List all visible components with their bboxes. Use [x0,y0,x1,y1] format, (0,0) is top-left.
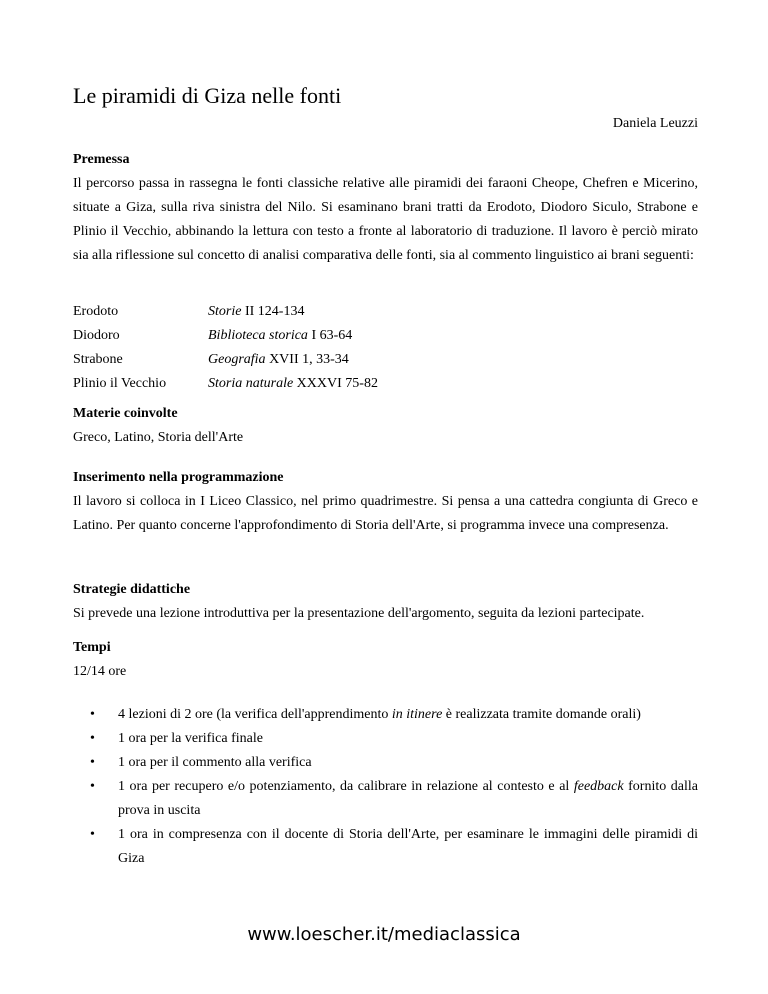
section-strategie [73,578,698,626]
premessa-heading: Premessa [73,152,130,167]
list-item: • 1 ora per la verifica finale [73,727,698,751]
list-item: • 1 ora per il commento alla verifica [73,751,698,775]
sources-table [73,300,698,396]
strategie-heading: Strategie didattiche [73,582,191,597]
tempi-list [73,703,698,871]
source-ref: XXXVI 75-82 [293,376,378,391]
bullet-icon: • [90,827,95,842]
source-ref: II 124-134 [241,304,305,319]
section-inserimento [73,466,698,538]
source-author: Diodoro [73,328,120,343]
section-tempi [73,636,698,684]
source-work: Biblioteca storica [208,328,308,343]
list-item: • 1 ora per recupero e/o potenziamento, da calibrare in relazione al contesto e al feedback fornito dalla prova in uscita [73,775,698,823]
tempi-heading: Tempi [73,640,111,655]
strategie-text: Si prevede una lezione introduttiva per la presentazione dell'argomento, seguita da lezioni partecipate. [73,606,645,621]
source-author: Strabone [73,352,123,367]
source-row [73,300,698,324]
source-row [73,372,698,396]
premessa-text: Il percorso passa in rassegna le fonti classiche relative alle piramidi dei faraoni Cheope, Chefren e Micerino, situate a Giza, sulla riva sinistra del Nilo. Si esaminano brani tratti da Erodoto, Diodoro Siculo, Strabone e Plinio il Vecchio, abbinando la lettura con testo a fronte al laboratorio di traduzione. Il lavoro è perciò mirato sia alla riflessione sul concetto di analisi comparativa delle fonti, sia al commento linguistico ai brani seguenti: [73,176,698,263]
source-work: Storia naturale [208,376,294,391]
source-work: Geografia [208,352,266,367]
tempi-text: 12/14 ore [73,664,127,679]
bullet-icon: • [90,755,95,770]
source-row [73,348,698,372]
materie-text: Greco, Latino, Storia dell'Arte [73,430,244,445]
footer-url: www.loescher.it/mediaclassica [247,924,521,945]
section-materie [73,402,698,450]
bullet-icon: • [90,779,95,794]
source-row [73,324,698,348]
bullet-icon: • [90,707,95,722]
page-title: Le piramidi di Giza nelle fonti [73,83,342,108]
bullet-icon: • [90,731,95,746]
source-work: Storie [208,304,242,319]
source-ref: I 63-64 [307,328,353,343]
inserimento-heading: Inserimento nella programmazione [73,470,284,485]
inserimento-text: Il lavoro si colloca in I Liceo Classico, nel primo quadrimestre. Si pensa a una cattedra congiunta di Greco e Latino. Per quanto concerne l'approfondimento di Storia dell'Arte, si programma invece una compresenza. [73,494,698,533]
source-ref: XVII 1, 33-34 [265,352,349,367]
source-author: Plinio il Vecchio [73,376,167,391]
author-name: Daniela Leuzzi [612,116,698,131]
materie-heading: Materie coinvolte [73,406,178,421]
list-item: • 4 lezioni di 2 ore (la verifica dell'apprendimento in itinere è realizzata tramite domande orali) [73,703,698,727]
source-author: Erodoto [73,304,119,319]
section-premessa [73,148,698,268]
list-item: • 1 ora in compresenza con il docente di Storia dell'Arte, per esaminare le immagini delle piramidi di Giza [73,823,698,871]
